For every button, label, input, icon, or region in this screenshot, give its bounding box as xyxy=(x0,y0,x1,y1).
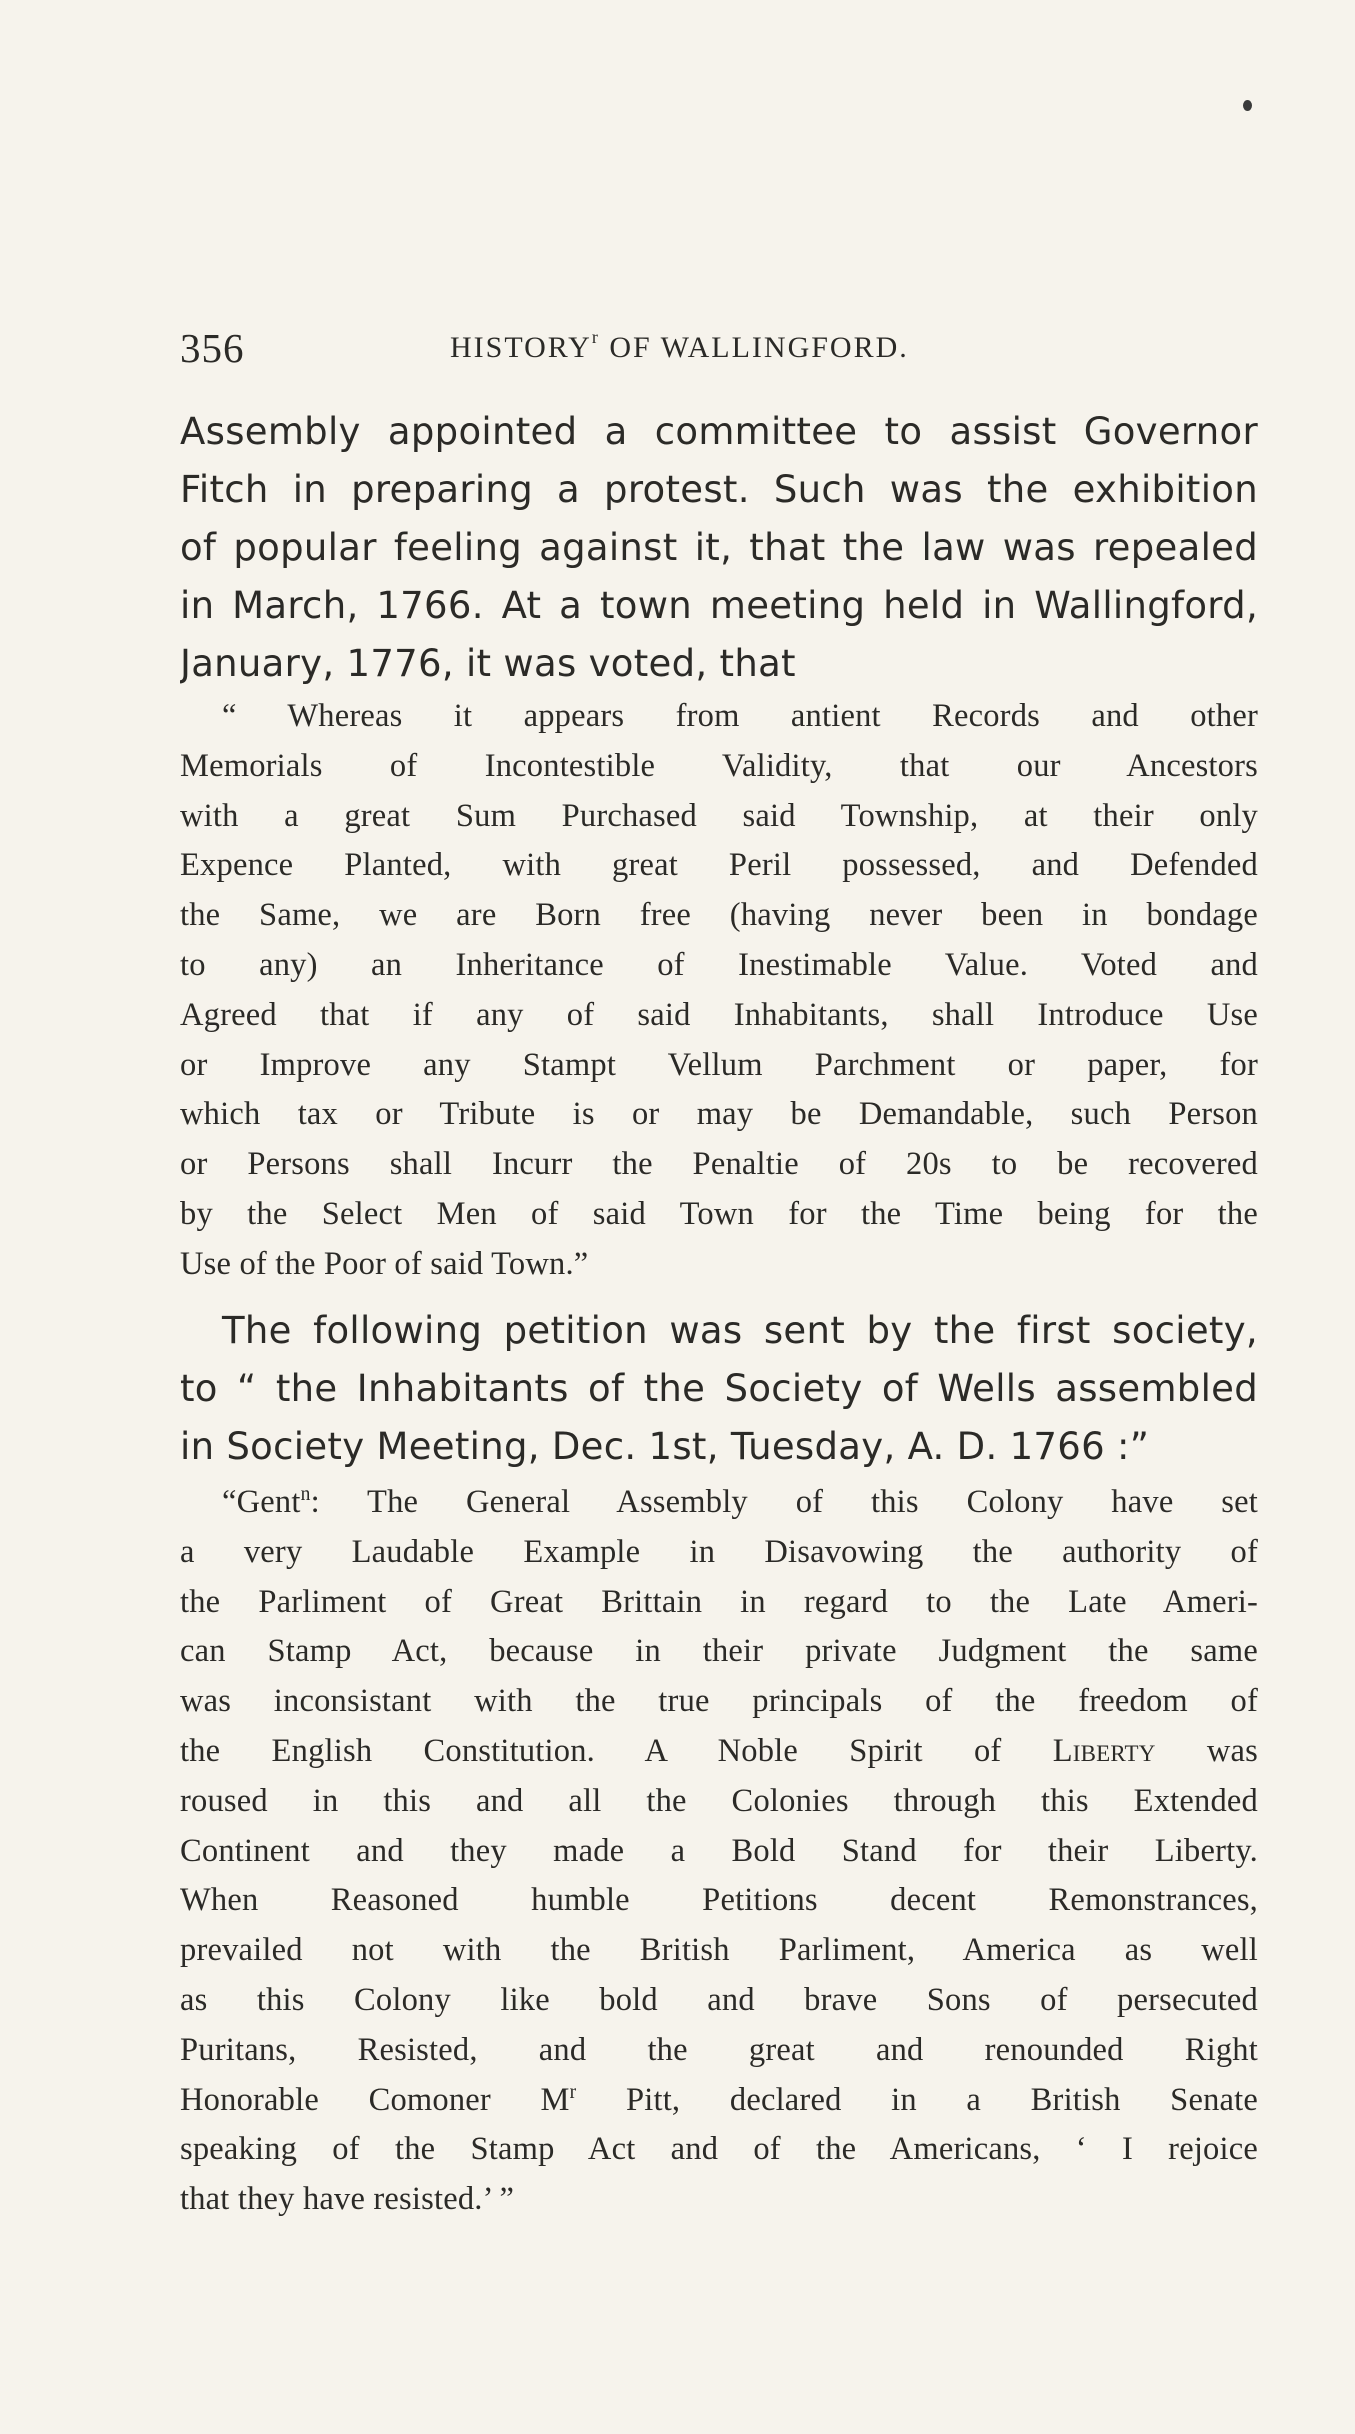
text-line: or Improve any Stampt Vellum Parchment or paper, for xyxy=(180,1046,1258,1083)
superscript: r xyxy=(569,2081,577,2103)
paragraph-1 xyxy=(180,403,1258,693)
text-line: to any) an Inheritance of Inestimable Value. Voted and xyxy=(180,946,1258,983)
text-line: was inconsistant with the true principals of the freedom of xyxy=(180,1683,1258,1720)
text-line: Fitch in preparing a protest. Such was the exhibition xyxy=(180,468,1258,511)
text-line: Memorials of Incontestible Validity, that our Ancestors xyxy=(180,747,1258,784)
text-line: speaking of the Stamp Act and of the Americans, ‘ I rejoice xyxy=(180,2131,1258,2168)
text-line: The following petition was sent by the first society, xyxy=(222,1309,1258,1352)
small-caps-word: Liberty xyxy=(1052,1732,1156,1769)
text-fragment: Pitt, declared in a British Senate xyxy=(576,2081,1258,2118)
text-line: that they have resisted.’ ” xyxy=(180,2181,515,2218)
text-fragment: : The General Assembly of this Colony have set xyxy=(310,1484,1258,1520)
running-head xyxy=(450,326,909,370)
text-line: in Society Meeting, Dec. 1st, Tuesday, A. D. 1766 :” xyxy=(180,1425,1150,1468)
text-line: Continent and they made a Bold Stand for their Liberty. xyxy=(180,1832,1258,1869)
text-line: Assembly appointed a committee to assist Governor xyxy=(180,410,1258,453)
running-head-post: OF WALLINGFORD. xyxy=(599,331,909,364)
text-line: or Persons shall Incurr the Penaltie of 20s to be recovered xyxy=(180,1146,1258,1183)
text-line: with a great Sum Purchased said Township, at their only xyxy=(180,797,1258,834)
text-line: When Reasoned humble Petitions decent Remonstrances, xyxy=(180,1882,1258,1919)
text-line: to “ the Inhabitants of the Society of Wells assembled xyxy=(180,1367,1258,1410)
quotation-2 xyxy=(180,1478,1258,2225)
text-line: January, 1776, it was voted, that xyxy=(180,642,796,685)
text-line: of popular feeling against it, that the law was repealed xyxy=(180,526,1258,569)
running-head-pre: HISTORY xyxy=(450,331,592,364)
page-header xyxy=(180,318,1260,378)
text-line: the Same, we are Born free (having never been in bondage xyxy=(180,897,1258,934)
text-line xyxy=(180,1727,1258,1777)
text-line: Expence Planted, with great Peril possessed, and Defended xyxy=(180,847,1258,884)
text-line: in March, 1766. At a town meeting held in Wallingford, xyxy=(180,584,1258,627)
text-line: can Stamp Act, because in their private Judgment the same xyxy=(180,1633,1258,1670)
text-line xyxy=(180,1478,1258,1528)
text-line: the Parliment of Great Brittain in regard to the Late Ameri- xyxy=(180,1583,1258,1620)
running-head-sup: r xyxy=(591,327,600,347)
text-line: Use of the Poor of said Town.” xyxy=(180,1245,589,1282)
superscript: n xyxy=(300,1484,311,1505)
text-fragment: was xyxy=(1155,1732,1258,1769)
text-line: Puritans, Resisted, and the great and renounded Right xyxy=(180,2031,1258,2068)
page-number: 356 xyxy=(180,325,245,371)
ink-speck xyxy=(1243,100,1252,111)
text-line: as this Colony like bold and brave Sons of persecuted xyxy=(180,1981,1258,2018)
text-line: roused in this and all the Colonies through this Extended xyxy=(180,1782,1258,1819)
quotation-1 xyxy=(180,692,1258,1290)
text-line: by the Select Men of said Town for the Time being for the xyxy=(180,1195,1258,1232)
text-line xyxy=(180,2076,1258,2126)
text-fragment: the English Constitution. A Noble Spirit of xyxy=(180,1732,1053,1769)
text-line: prevailed not with the British Parliment, America as well xyxy=(180,1932,1258,1969)
paragraph-2 xyxy=(180,1302,1258,1476)
text-line: which tax or Tribute is or may be Demandable, such Person xyxy=(180,1096,1258,1133)
text-fragment: “Gent xyxy=(222,1484,301,1520)
text-line: a very Laudable Example in Disavowing the authority of xyxy=(180,1533,1258,1570)
text-line: “ Whereas it appears from antient Records and other xyxy=(222,698,1258,734)
text-line: Agreed that if any of said Inhabitants, shall Introduce Use xyxy=(180,996,1258,1033)
text-fragment: Honorable Comoner M xyxy=(180,2081,570,2118)
